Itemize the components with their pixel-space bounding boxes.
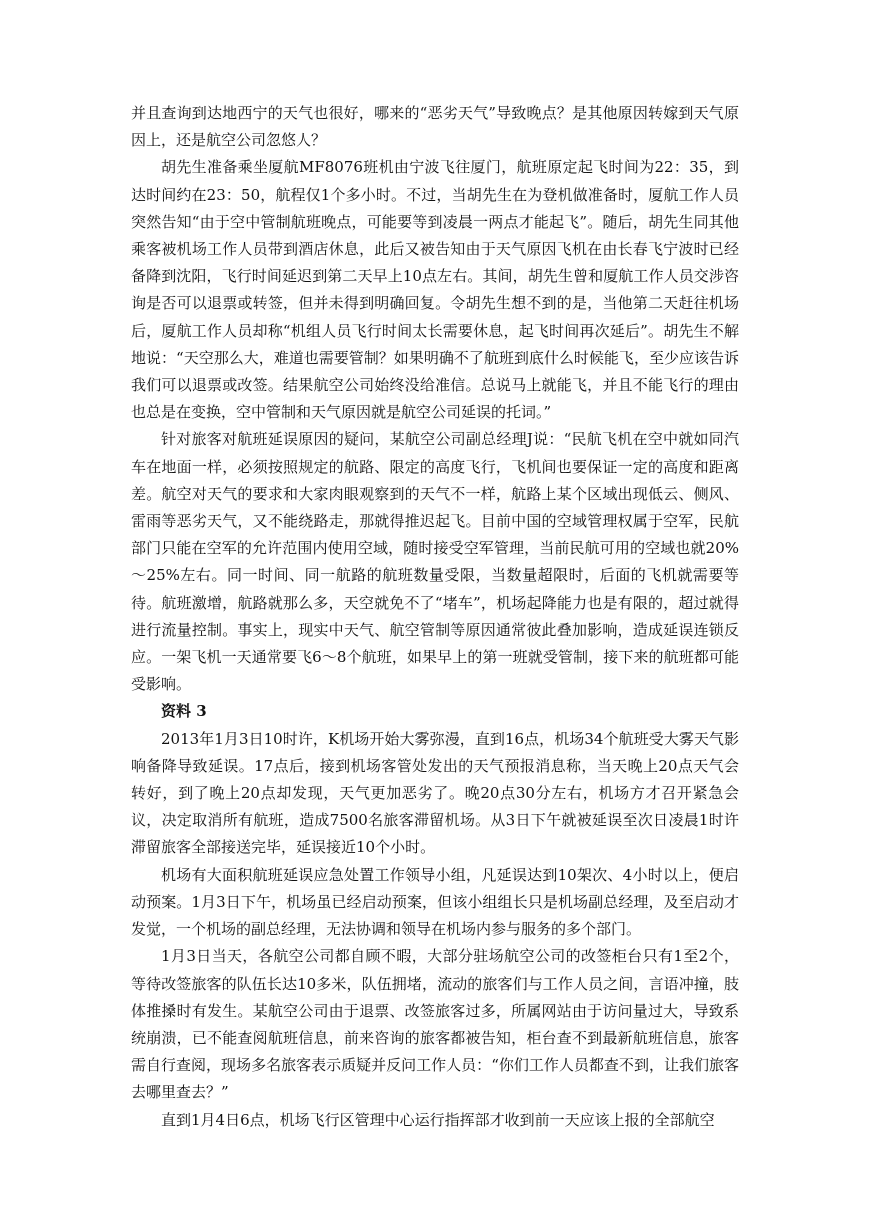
document-page [131,100,739,1134]
paragraph-final: 直到1月4日6点，机场飞行区管理中心运行指挥部才收到前一天应该上报的全部航空 [161,1110,715,1129]
paragraph-hu-story: 胡先生准备乘坐厦航MF8076班机由宁波飞往厦门，航班原定起飞时间为22：35，到达时间约在23：50，航程仅1个多小时。不过，当胡先生在为登机做准备时，厦航工作人员突然告知“由于空中管制航班晚点，可能要等到凌晨一两点才能起飞”。随后，胡先生同其他乘客被机场工作人员带到酒店休息，此后又被告知由于天气原因飞机在由长春飞宁波时已经备降到沈阳，飞行时间延迟到第二天早上10点左右。其间，胡先生曾和厦航工作人员交涉咨询是否可以退票或转签，但并未得到明确回复。令胡先生想不到的是，当他第二天赶往机场后，厦航工作人员却称“机组人员飞行时间太长需要休息，起飞时间再次延后”。胡先生不解地说：“天空那么大，难道也需要管制？如果明确不了航班到底什么时候能飞，至少应该告诉我们可以退票或改签。结果航空公司始终没给准信。总说马上就能飞，并且不能飞行的理由也总是在变换，空中管制和天气原因就是航空公司延误的托词。” [131,158,739,422]
section-heading: 资料 3 [161,702,207,721]
paragraph-emergency-plan: 机场有大面积航班延误应急处置工作领导小组，凡延误达到10架次、4小时以上，便启动预案。1月3日下午，机场虽已经启动预案，但该小组组长只是机场副总经理，及至启动才发觉，一个机场的副总经理，无法协调和领导在机场内参与服务的多个部门。 [131,865,739,939]
paragraph-fog-delay: 2013年1月3日10时许，K机场开始大雾弥漫，直到16点，机场34个航班受大雾天气影响备降导致延误。17点后，接到机场客管处发出的天气预报消息称，当天晚上20点天气会转好，到了晚上20点却发现，天气更加恶劣了。晚20点30分左右，机场方才召开紧急会议，决定取消所有航班，造成7500名旅客滞留机场。从3日下午就被延误至次日凌晨1时许滞留旅客全部接送完毕，延误接近10个小时。 [131,729,739,857]
paragraph-continuation: 并且查询到达地西宁的天气也很好，哪来的“恶劣天气”导致晚点？是其他原因转嫁到天气原因上，还是航空公司忽悠人？ [131,104,739,150]
paragraph-rebooking: 1月3日当天，各航空公司都自顾不暇，大部分驻场航空公司的改签柜台只有1至2个，等待改签旅客的队伍长达10多米，队伍拥堵，流动的旅客们与工作人员之间，言语冲撞，肢体推搡时有发生。某航空公司由于退票、改签旅客过多，所属网站由于访问量过大，导致系统崩溃，已不能查阅航班信息，前来咨询的旅客都被告知，柜台查不到最新航班信息，旅客需自行查阅，现场多名旅客表示质疑并反问工作人员：“你们工作人员都查不到，让我们旅客去哪里查去？” [131,947,739,1102]
paragraph-airline-vp: 针对旅客对航班延误原因的疑问，某航空公司副总经理J说：“民航飞机在空中就如同汽车在地面一样，必须按照规定的航路、限定的高度飞行，飞机间也要保证一定的高度和距离差。航空对天气的要求和大家肉眼观察到的天气不一样，航路上某个区域出现低云、侧风、雷雨等恶劣天气，又不能绕路走，那就得推迟起飞。目前中国的空域管理权属于空军，民航部门只能在空军的允许范围内使用空域，随时接受空军管理，当前民航可用的空域也就20%～25%左右。同一时间、同一航路的航班数量受限，当数量超限时，后面的飞机就需要等待。航班激增，航路就那么多，天空就免不了“堵车”，机场起降能力也是有限的，超过就得进行流量控制。事实上，现实中天气、航空管制等原因通常彼此叠加影响，造成延误连锁反应。一架飞机一天通常要飞6～8个航班，如果早上的第一班就受管制，接下来的航班都可能受影响。 [131,430,739,694]
